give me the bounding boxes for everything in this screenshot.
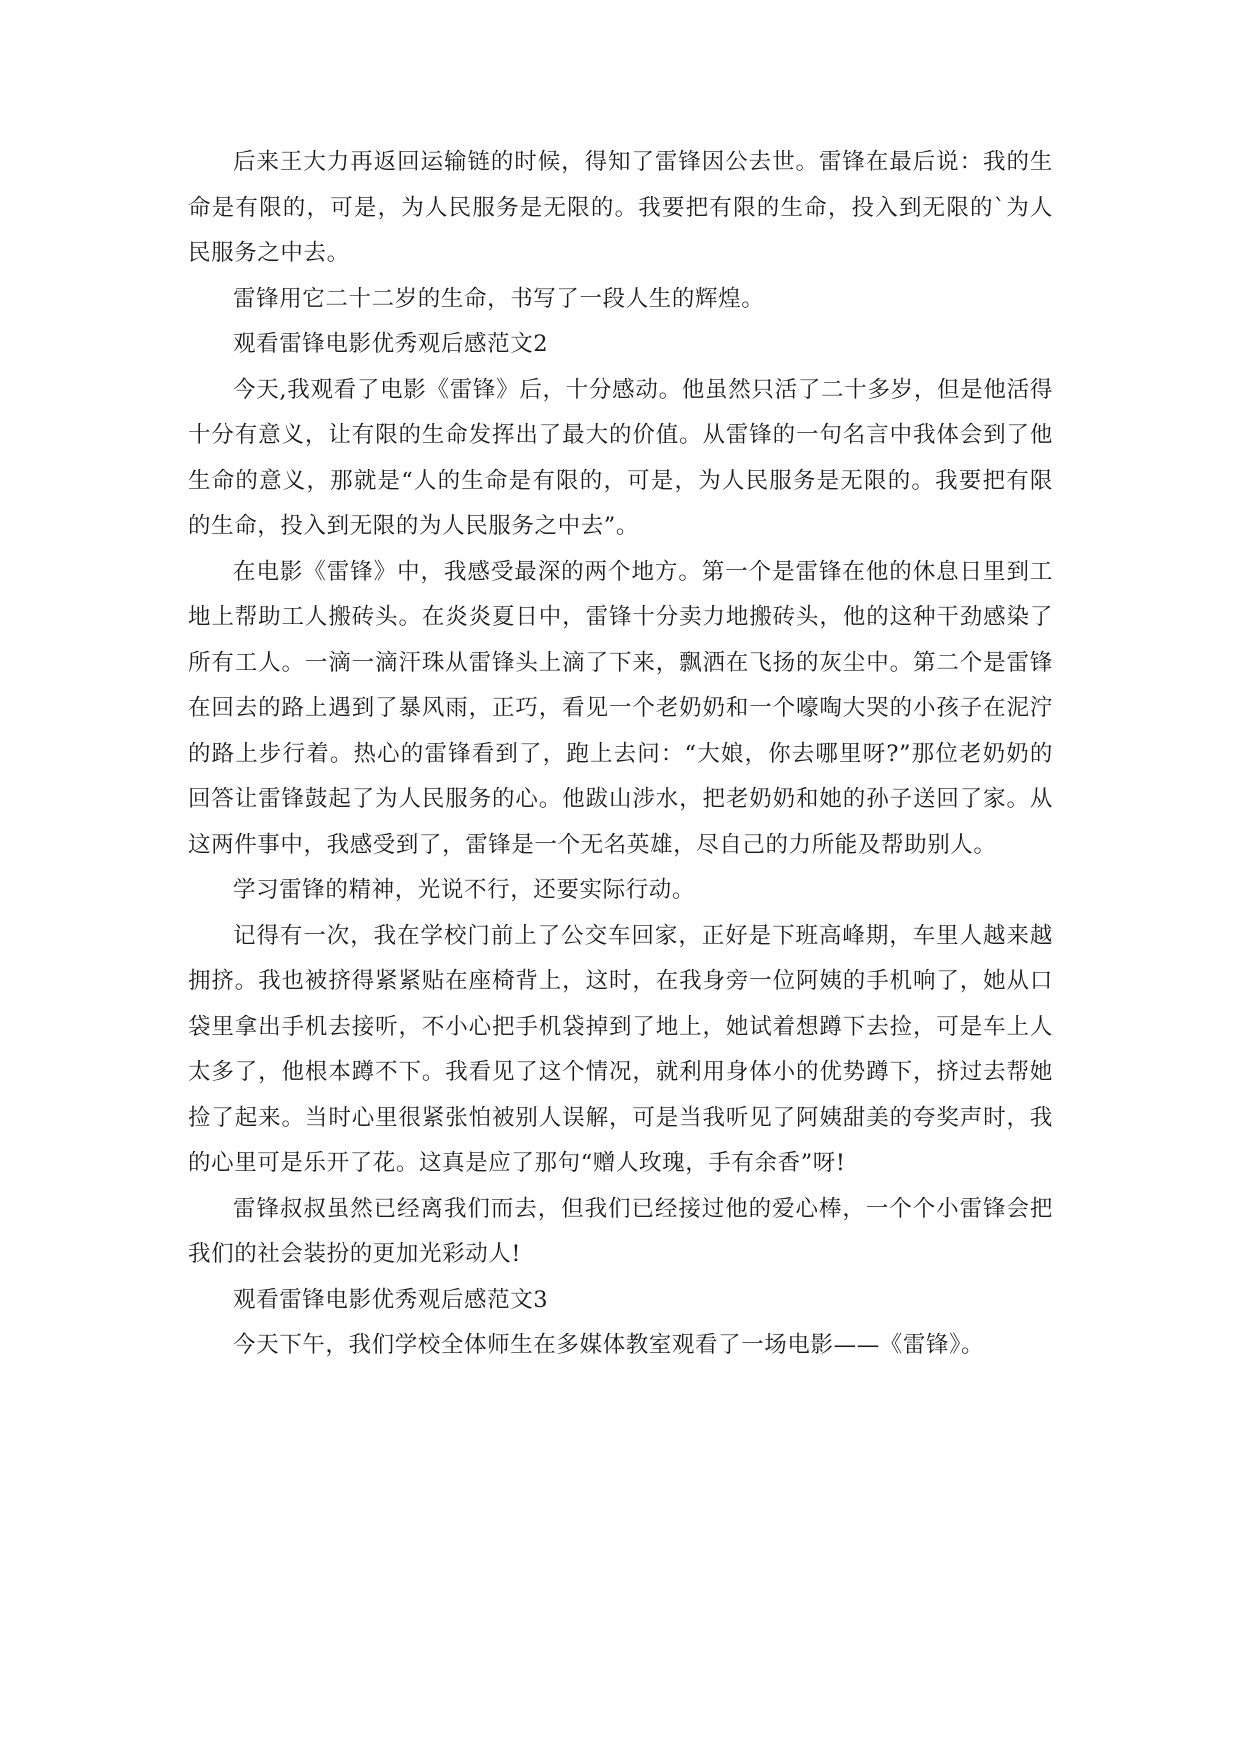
section-heading: 观看雷锋电影优秀观后感范文2: [233, 331, 549, 357]
paragraph: 今天,我观看了电影《雷锋》后，十分感动。他虽然只活了二十多岁，但是他活得十分有意义，让有限的生命发挥出了最大的价值。从雷锋的一句名言中我体会到了他生命的意义，那就是“人的生命是有限的，可是，为人民服务是无限的。我要把有限的生命，投入到无限的为人民服务之中去”。: [188, 376, 1053, 539]
paragraph: 学习雷锋的精神，光说不行，还要实际行动。: [233, 877, 696, 903]
paragraph: 在电影《雷锋》中，我感受最深的两个地方。第一个是雷锋在他的休息日里到工地上帮助工人搬砖头。在炎炎夏日中，雷锋十分卖力地搬砖头，他的这种干劲感染了所有工人。一滴一滴汗珠从雷锋头上滴了下来，飘洒在飞扬的灰尘中。第二个是雷锋在回去的路上遇到了暴风雨，正巧，看见一个老奶奶和一个嚎啕大哭的小孩子在泥泞的路上步行着。热心的雷锋看到了，跑上去问：“大娘，你去哪里呀?”那位老奶奶的回答让雷锋鼓起了为人民服务的心。他跋山涉水，把老奶奶和她的孙子送回了家。从这两件事中，我感受到了，雷锋是一个无名英雄，尽自己的力所能及帮助别人。: [188, 558, 1053, 858]
paragraph: 雷锋用它二十二岁的生命，书写了一段人生的辉煌。: [233, 285, 765, 312]
paragraph: 后来王大力再返回运输链的时候，得知了雷锋因公去世。雷锋在最后说：我的生命是有限的，可是，为人民服务是无限的。我要把有限的生命，投入到无限的`为人民服务之中去。: [188, 149, 1053, 266]
section-heading: 观看雷锋电影优秀观后感范文3: [233, 1286, 549, 1313]
paragraph: 记得有一次，我在学校门前上了公交车回家，正好是下班高峰期，车里人越来越拥挤。我也被挤得紧紧贴在座椅背上，这时，在我身旁一位阿姨的手机响了，她从口袋里拿出手机去接听，不小心把手机袋掉到了地上，她试着想蹲下去捡，可是车上人太多了，他根本蹲不下。我看见了这个情况，就利用身体小的优势蹲下，挤过去帮她捡了起来。当时心里很紧张怕被别人误解，可是当我听见了阿姨甜美的夸奖声时，我的心里可是乐开了花。这真是应了那句“赠人玫瑰，手有余香”呀!: [188, 922, 1053, 1176]
paragraph: 雷锋叔叔虽然已经离我们而去，但我们已经接过他的爱心棒，一个个小雷锋会把我们的社会装扮的更加光彩动人!: [188, 1195, 1053, 1267]
document-body: [188, 140, 1053, 1369]
paragraph: 今天下午，我们学校全体师生在多媒体教室观看了一场电影——《雷锋》。: [233, 1332, 985, 1358]
